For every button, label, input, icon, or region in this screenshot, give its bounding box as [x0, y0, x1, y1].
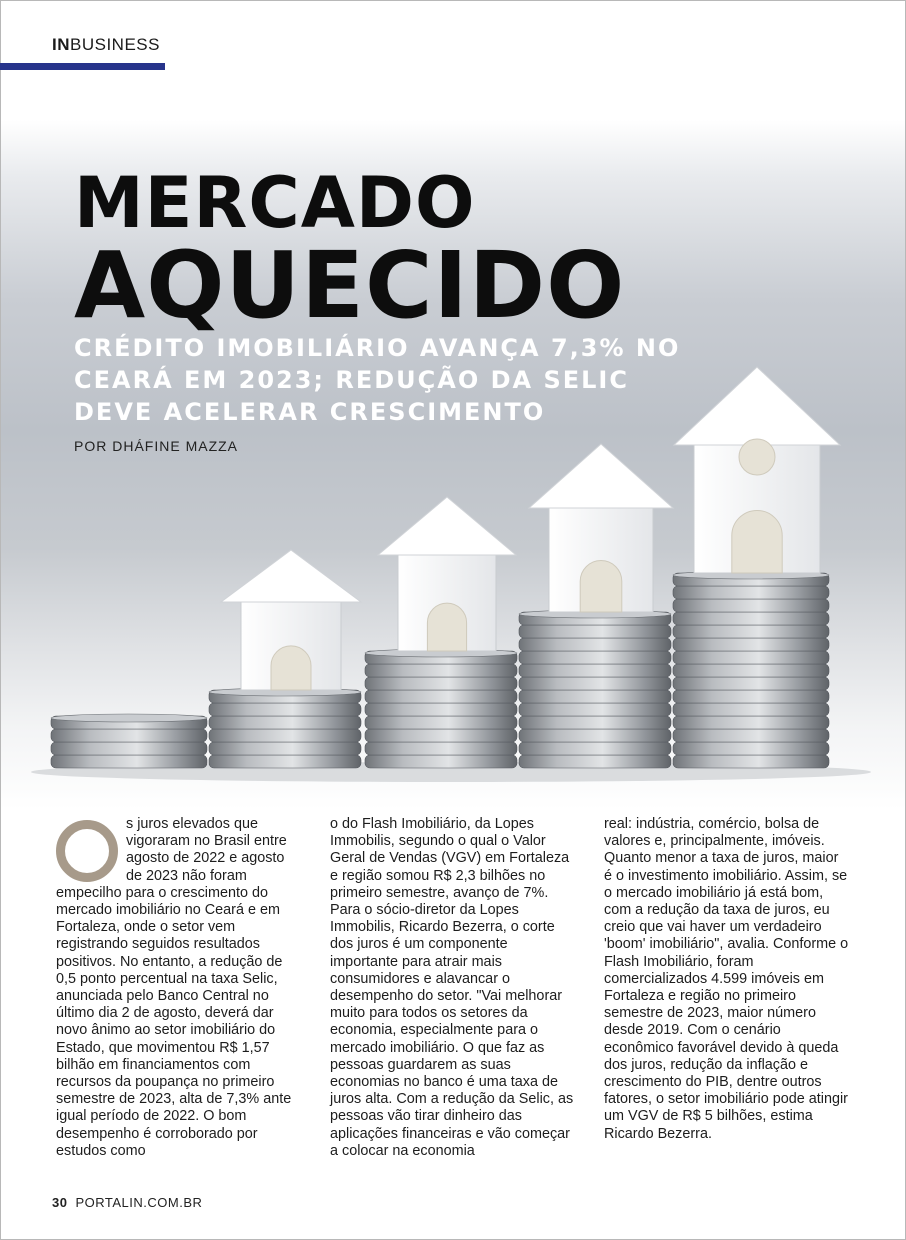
house-door [271, 646, 311, 690]
coin [673, 651, 829, 664]
house-roof [378, 497, 516, 555]
coin [519, 729, 671, 742]
house-door [732, 510, 782, 573]
coin [673, 690, 829, 703]
site-url: PORTALIN.COM.BR [75, 1195, 203, 1210]
coin [519, 703, 671, 716]
page-number: 30 [52, 1195, 68, 1210]
byline: POR DHÁFINE MAZZA [74, 438, 239, 454]
coin [365, 742, 517, 755]
coin [209, 755, 361, 768]
article-column-1 [56, 816, 301, 1160]
coin [51, 755, 207, 768]
subtitle: CRÉDITO IMOBILIÁRIO AVANÇA 7,3% NO CEARÁ EM 2023; REDUÇÃO DA SELIC DEVE ACELERAR CRESCIMENTO [74, 334, 681, 426]
coin [673, 625, 829, 638]
coin [209, 742, 361, 755]
coin [365, 755, 517, 768]
coin [519, 664, 671, 677]
coin [365, 690, 517, 703]
coin [673, 703, 829, 716]
coin [673, 612, 829, 625]
coin [673, 729, 829, 742]
house-door [580, 561, 622, 612]
coin [51, 729, 207, 742]
coin [209, 729, 361, 742]
coin [519, 677, 671, 690]
article-column-2: o do Flash Imobiliário, da Lopes Immobilis, segundo o qual o Valor Geral de Vendas (VGV) em Fortaleza e região somou R$ 2,3 bilhões no primeiro semestre, avanço de 7%. Para o sócio-diretor da Lopes Immobilis, Ricardo Bezerra, o corte dos juros é um componente importante para atrair mais consumidores e alavancar o desempenho do setor. "Vai melhorar muito para todos os setores da economia, especialmente para o mercado imobiliário. O que faz as pessoas guardarem as suas economias no banco é uma taxa de juros alta. Com a redução da Selic, as pessoas vão tirar dinheiro das aplicações financeiras e vão começar a colocar na economia [330, 816, 574, 1159]
coin [673, 664, 829, 677]
coin [51, 742, 207, 755]
house-window [739, 439, 775, 475]
article-column-3: real: indústria, comércio, bolsa de valores e, principalmente, imóveis. Quanto menor a taxa de juros, maior é o investimento imobiliário. Assim, se o mercado imobiliário já está bom, com a redução da taxa de juros, eu creio que vai haver um verdadeiro 'boom' imobiliário", avalia. Conforme o Flash Imobiliário, foram comercializados 4.599 imóveis em Fortaleza e região no primeiro semestre de 2023, maior número desde 2019. Com o cenário econômico favorável devido à queda dos juros, redução da inflação e crescimento do PIB, dentre outros fatores, o setor imobiliário pode atingir um VGV de R$ 5 bilhões, estima Ricardo Bezerra. [604, 816, 849, 1142]
coin [519, 625, 671, 638]
coin [365, 729, 517, 742]
coin [519, 755, 671, 768]
coin [365, 716, 517, 729]
coin [519, 690, 671, 703]
coin [519, 716, 671, 729]
coin [673, 755, 829, 768]
section-accent-bar [0, 63, 165, 70]
coin [209, 703, 361, 716]
page-footer [52, 1195, 202, 1210]
coin [209, 716, 361, 729]
coin [519, 742, 671, 755]
headline-line-1: MERCADO [74, 162, 476, 244]
headline-line-2: AQUECIDO [74, 232, 626, 339]
coin [673, 716, 829, 729]
section-tag: INBUSINESS [52, 35, 160, 54]
coin [673, 586, 829, 599]
dropcap-o [56, 820, 118, 882]
coin [673, 677, 829, 690]
coin [519, 638, 671, 651]
house-roof [529, 444, 673, 508]
house-door [427, 603, 466, 651]
coin [365, 703, 517, 716]
coin [365, 677, 517, 690]
coin [673, 638, 829, 651]
column-1-text: s juros elevados que vigoraram no Brasil entre agosto de 2022 e agosto de 2023 não foram empecilho para o crescimento do mercado imobiliário no Ceará e em Fortaleza, onde o setor vem registrando seguidos resultados positivos. No entanto, a redução de 0,5 ponto percentual na taxa Selic, anunciada pelo Banco Central no último dia 2 de agosto, deverá dar novo ânimo ao setor imobiliário do Estado, que movimentou R$ 1,57 bilhão em financiamentos com recursos da poupança no primeiro semestre de 2023, alta de 7,3% ante igual período de 2022. O bom desempenho é corroborado por estudos como [56, 816, 292, 1159]
house-roof [221, 550, 361, 602]
coin [673, 599, 829, 612]
coin [365, 664, 517, 677]
coin [519, 651, 671, 664]
coin [673, 742, 829, 755]
coin-top [51, 714, 207, 722]
